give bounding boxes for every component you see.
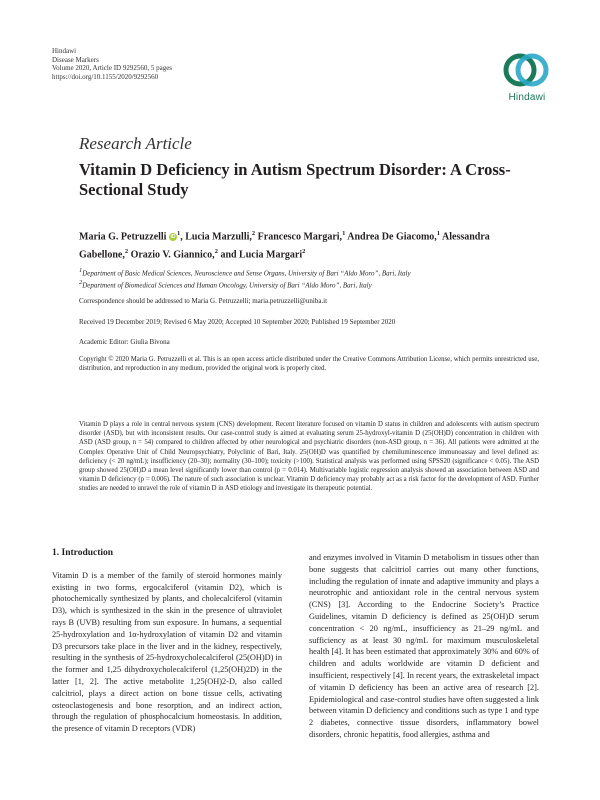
article-title: Vitamin D Deficiency in Autism Spectrum Disorder: A Cross-Sectional Study [79, 160, 511, 199]
author-sup: 2 [251, 230, 256, 237]
body-paragraph: Vitamin D is a member of the family of steroid hormones mainly existing in two forms, ergocalciferol (vitamin D2), which is photochemically synthesized by plants, and cholecalciferol (vitamin D3), which is synthesized in the skin in the presence of ultraviolet rays B (UVB) resulting from sun exposure. In humans, a sequential 25-hydroxylation and 1α-hydroxylation of vitamin D2 and vitamin D3 precursors take place in the liver and in the kidney, respectively, resulting in the synthesis of 25-hydroxycholecalciferol (25(OH)D) in the former and 1,25 dihydroxycholecalciferol (1,25(OH)2D) in the latter [1, 2]. The active metabolite 1,25(OH)2-D, also called calcitriol, plays a direct action on bone tissue cells, activating osteoclastogenesis and bone resorption, and an indirect action, through the regulation of phosphocalcium homeostasis. In addition, the presence of vitamin D receptors (VDR) [52, 570, 282, 734]
volume-info: Volume 2020, Article ID 9292560, 5 pages [52, 64, 173, 73]
author-name[interactable]: Alessandra Gabellone, [79, 231, 490, 261]
author-sup: 2 [124, 248, 129, 256]
author-name[interactable]: Francesco Margari, [257, 231, 343, 243]
abstract-text: Vitamin D plays a role in central nervous system (CNS) development. Recent literature focused on vitamin D status in children and adolescents with autism spectrum disorder (ASD), but with inconsistent results. Our case-control study is aimed at evaluating serum 25-hydroxyl-vitamin D (25(OH)D) concentration in children with ASD (ASD group, n = 54) compared to children affected by other neurological and psychiatric disorders (non-ASD group, n = 36). All patients were admitted at the Complex Operative Unit of Child Neuropsychiatry, Polyclinic of Bari, Italy. 25(OH)D was quantified by chemiluminescence immunoassay and level defined as: deficiency (< 20 ng/mL); insufficiency (20–30); normality (30–100); toxicity (>100). Statistical analysis was performed using SPSS20 (significance < 0.05). The ASD group showed 25(OH)D a mean level significantly lower than control (p = 0.014). Multivariable logistic regression analysis showed an association between ASD and vitamin D deficiency (p = 0.006). The nature of such association is unclear. Vitamin D deficiency may probably act as a risk factor for the development of ASD. Further studies are needed to unravel the role of vitamin D in ASD etiology and investigate its therapeutic potential. [79, 421, 539, 493]
copyright-notice: Copyright © 2020 Maria G. Petruzzelli et al. This is an open access article distributed under the Creative Commons Attribution License, which permits unrestricted use, distribution, and reproduction in any medium, provided the original work is properly cited. [79, 356, 539, 373]
publisher-name: Hindawi [52, 47, 77, 55]
author-sup: 1 [436, 230, 441, 237]
section-heading-introduction: 1. Introduction [52, 548, 114, 558]
author-name[interactable]: and Lucia Margari [220, 249, 303, 261]
body-column-right [309, 552, 539, 741]
author-list: Maria G. Petruzzelli $iD^1$, Lucia Marzulli,$^2$ Francesco Margari,$^1$ Andrea De Giacomo,$^1$ Alessandra Gabellone,$^2$ Orazio V. Giannico,$^2$ and Lucia Margari$^2$ [79, 230, 490, 261]
journal-name: Disease Markers [52, 55, 99, 64]
affiliation-2: $^2$Department of Biomedical Sciences and Human Oncology, University of Bari “Aldo Moro”, Bari, Italy [79, 279, 372, 290]
author-name[interactable]: Maria G. Petruzzelli [79, 231, 167, 243]
author-name[interactable]: Lucia Marzulli, [185, 231, 252, 243]
body-paragraph: and enzymes involved in Vitamin D metabolism in tissues other than bone suggests that calcitriol carries out many other functions, including the regulation of innate and adaptive immunity and plays a neurotrophic and antioxidant role in the central nervous system (CNS) [3]. According to the Endocrine Society’s Practice Guidelines, vitamin D deficiency is defined as 25(OH)D serum concentration < 20 ng/mL, insufficiency as 21–29 ng/mL and sufficiency as at least 30 ng/mL for maximum musculoskeletal health [4]. It has been estimated that approximately 30% and 60% of children and adults worldwide are vitamin D deficient and insufficient, respectively [4]. In recent years, the extraskeletal impact of vitamin D deficiency has been an active area of research [2]. Epidemiological and case-control studies have often suggested a link between vitamin D deficiency and conditions such as type 1 and type 2 diabetes, connective tissue disorders, inflammatory bowel disorders, chronic hepatitis, food allergies, asthma and [309, 553, 539, 739]
author-sup: 1 [342, 230, 346, 237]
author-name[interactable]: Orazio V. Giannico, [130, 249, 215, 261]
author-sup: 1 [176, 230, 181, 237]
doi-link[interactable]: https://doi.org/10.1155/2020/9292560 [52, 72, 159, 81]
affiliations [79, 266, 539, 291]
article-dates: Received 19 December 2019; Revised 6 May 2020; Accepted 10 September 2020; Published 19 September 2020 [79, 318, 396, 326]
journal-header [52, 47, 172, 81]
author-name[interactable]: Andrea De Giacomo, [347, 231, 437, 243]
body-column-left [52, 548, 282, 735]
academic-editor: Academic Editor: Giulia Bivona [79, 338, 170, 346]
orcid-icon[interactable]: iD [170, 234, 176, 241]
hindawi-logo-text: Hindawi [508, 92, 546, 103]
correspondence: Correspondence should be addressed to Maria G. Petruzzelli; maria.petruzzelli@uniba.it [79, 297, 328, 305]
affiliation-1: $^1$Department of Basic Medical Sciences, Neuroscience and Sense Organs, University of Bari “Aldo Moro”, Bari, Italy [79, 267, 411, 278]
author-sup: 2 [214, 248, 218, 256]
article-type: Research Article [79, 134, 192, 153]
author-sup: 2 [302, 248, 306, 256]
